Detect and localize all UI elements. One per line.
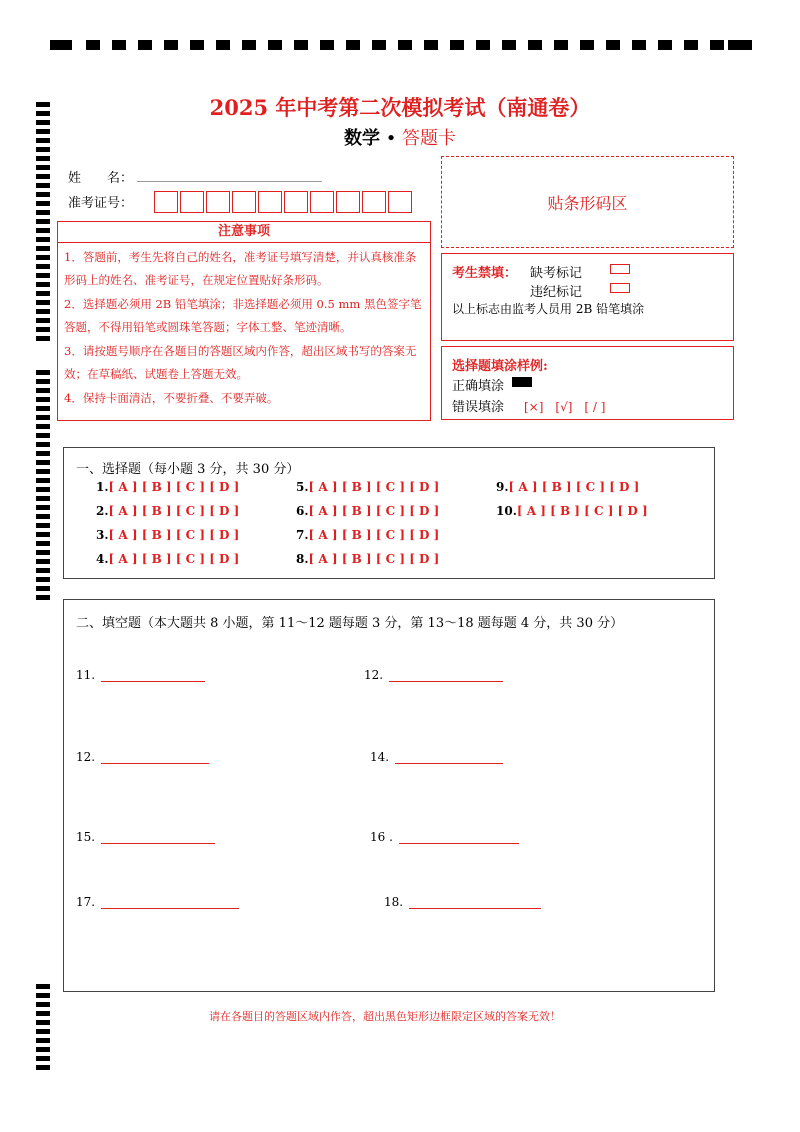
choice-q5[interactable]: 5.[ A ] [ B ] [ C ] [ D ] [296,480,440,494]
footer-warning: 请在各题目的答题区域内作答，超出黑色矩形边框限定区域的答案无效！ [209,1010,561,1023]
fill-q12[interactable]: 12. [364,668,503,682]
page-subtitle [0,124,800,150]
choice-q8[interactable]: 8.[ A ] [ B ] [ C ] [ D ] [296,552,440,566]
notice-item-1: 1．答题前，考生先将自己的姓名，准考证号填写清楚，并认真核准条形码上的姓名、准考证号，在规定位置贴好条形码。 [64,250,417,287]
page-title: 2025 年中考第二次模拟考试（南通卷） [209,95,591,120]
choice-q7[interactable]: 7.[ A ] [ B ] [ C ] [ D ] [296,528,440,542]
notice-title: 注意事项 [58,222,430,243]
wrong-fill-samples: [×] [√] [ / ] [524,400,606,414]
correct-label: 正确填涂 [452,379,505,394]
subject-label: 数学 [343,128,380,149]
exam-id-label: 准考证号： [68,196,134,211]
sample-box [441,346,734,420]
fill-q17[interactable]: 17. [76,895,239,909]
sample-title: 选择题填涂样例: [452,359,548,374]
exam-id-boxes[interactable] [154,191,414,213]
card-label: 答题卡 [402,128,457,149]
fill-q11[interactable]: 11. [76,668,205,682]
fill-section-title: 二、填空题（本大题共 8 小题，第 11～12 题每题 3 分，第 13～18 题每题 4 分，共 30 分） [76,616,624,631]
absent-label: 缺考标记 [530,266,583,281]
wrong-label: 错误填涂 [452,400,505,415]
choice-q6[interactable]: 6.[ A ] [ B ] [ C ] [ D ] [296,504,440,518]
top-timing-marks [50,40,752,52]
correct-fill-sample [512,377,532,387]
choice-q9[interactable]: 9.[ A ] [ B ] [ C ] [ D ] [496,480,640,494]
choice-q1[interactable]: 1.[ A ] [ B ] [ C ] [ D ] [96,480,240,494]
absent-mark-box[interactable] [610,264,630,274]
separator: • [385,128,397,149]
barcode-area: 贴条形码区 [441,156,734,248]
fill-q15[interactable]: 15. [76,830,215,844]
fill-q18[interactable]: 18. [384,895,541,909]
name-label: 姓 名： [68,171,134,186]
violation-label: 违纪标记 [530,285,583,300]
notice-item-2: 2．选择题必须用 2B 铅笔填涂；非选择题必须用 0.5 mm 黑色签字笔答题，不得用铅笔或圆珠笔答题；字体工整、笔迹清晰。 [64,297,422,334]
notice-item-3: 3．请按题号顺序在各题目的答题区域内作答，超出区域书写的答案无效；在草稿纸、试题卷上答题无效。 [64,344,417,381]
ban-title: 考生禁填： [452,266,518,281]
ban-box [441,253,734,341]
ban-note: 以上标志由监考人员用 2B 铅笔填涂 [452,302,645,316]
name-field[interactable] [137,181,322,182]
choice-q4[interactable]: 4.[ A ] [ B ] [ C ] [ D ] [96,552,240,566]
choice-q2[interactable]: 2.[ A ] [ B ] [ C ] [ D ] [96,504,240,518]
fill-q16[interactable]: 16 . [370,830,519,844]
choice-section [63,447,715,579]
fill-q14[interactable]: 14. [370,750,503,764]
fill-q13[interactable]: 12. [76,750,209,764]
notice-item-4: 4．保持卡面清洁，不要折叠、不要弄破。 [64,391,279,405]
choice-q10[interactable]: 10.[ A ] [ B ] [ C ] [ D ] [496,504,648,518]
notice-box [57,221,431,421]
choice-q3[interactable]: 3.[ A ] [ B ] [ C ] [ D ] [96,528,240,542]
violation-mark-box[interactable] [610,283,630,293]
fill-section [63,599,715,992]
choice-section-title: 一、选择题（每小题 3 分，共 30 分） [76,462,300,477]
